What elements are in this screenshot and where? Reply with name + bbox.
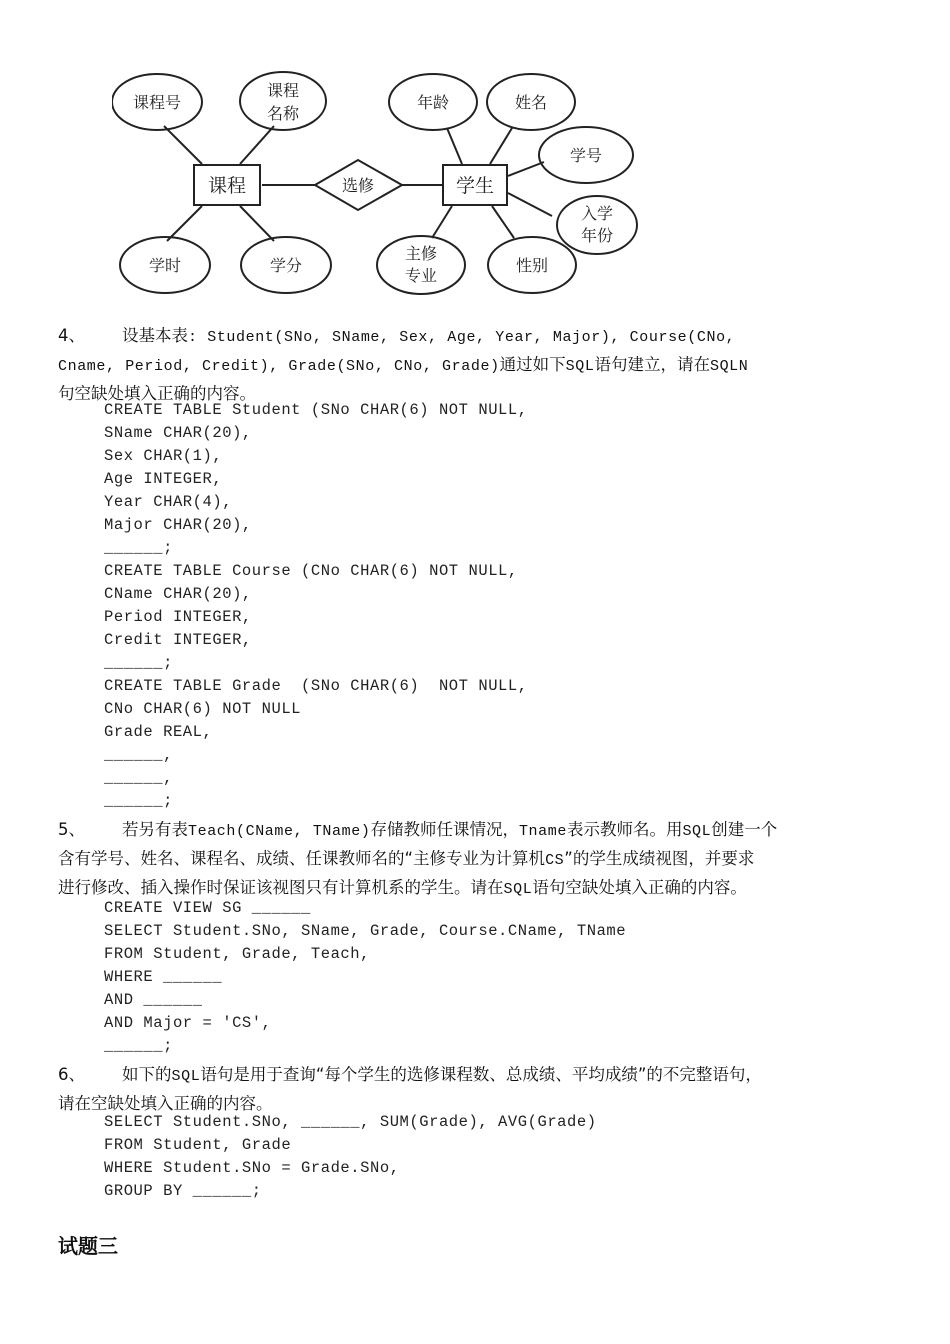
q5-code-2: Tname: [518, 823, 567, 840]
attr-major-1: 主修: [404, 244, 438, 263]
q4-text-3: 语句建立，请在: [594, 355, 710, 374]
q4-line-1: [58, 322, 898, 351]
q4-sql-2: SQLN: [709, 358, 749, 375]
attr-course-name-1: 课程: [266, 81, 300, 100]
q4-code-line: ______;: [104, 539, 173, 557]
course-entity-label: 课程: [207, 175, 247, 197]
q5-code-line: FROM Student, Grade, Teach,: [104, 945, 370, 963]
q6-code-line: SELECT Student.SNo, ______, SUM(Grade), AVG(Grade): [104, 1113, 597, 1131]
q4-code-line: CREATE TABLE Grade (SNo CHAR(6) NOT NULL,: [104, 677, 528, 695]
q5-code-line: CREATE VIEW SG ______: [104, 899, 311, 917]
q4-code-line: ______;: [104, 654, 173, 672]
q4-code-line: CName CHAR(20),: [104, 585, 252, 603]
q4-text-1: 设基本表: [122, 326, 188, 345]
q4-line-2: [58, 351, 898, 380]
q4-code-1: : Student(SNo, SName, Sex, Age, Year, Major), Course(CNo,: [188, 329, 736, 346]
q5-sql-2: SQL: [503, 881, 533, 898]
q4-code-line: Age INTEGER,: [104, 470, 223, 488]
relationship-label: 选修: [341, 176, 375, 195]
q4-code-line: ______,: [104, 769, 173, 787]
question-5: [58, 816, 898, 903]
q6-code-line: WHERE Student.SNo = Grade.SNo,: [104, 1159, 400, 1177]
q4-sql-1: SQL: [565, 358, 595, 375]
q5-code-line: AND Major = 'CS',: [104, 1014, 272, 1032]
q5-line-2: [58, 845, 898, 874]
q5-text-5: 含有学号、姓名、课程名、成绩、任课教师名的“主修专业为计算机: [58, 849, 546, 868]
q6-code-block: [104, 1111, 597, 1203]
q5-code-line: ______;: [104, 1037, 173, 1055]
q4-code-line: CNo CHAR(6) NOT NULL: [104, 700, 302, 718]
q4-code-line: CREATE TABLE Student (SNo CHAR(6) NOT NULL,: [104, 401, 528, 419]
q4-code-line: Grade REAL,: [104, 723, 213, 741]
q6-sql: SQL: [171, 1068, 201, 1085]
question-4: [58, 322, 898, 407]
q6-line-1: [58, 1061, 898, 1090]
q5-cs: CS: [545, 852, 565, 869]
q6-line-2: 请在空缺处填入正确的内容。: [58, 1094, 273, 1113]
attr-student-no: 学号: [569, 146, 603, 165]
attr-credit: 学分: [269, 256, 303, 275]
q5-line-1: [58, 816, 898, 845]
q6-number: 6、: [58, 1065, 85, 1084]
q4-code-line: SName CHAR(20),: [104, 424, 252, 442]
er-diagram: [112, 66, 642, 302]
q5-code-line: AND ______: [104, 991, 203, 1009]
section-heading: 试题三: [58, 1234, 118, 1258]
q5-text-3: 表示教师名。用: [566, 820, 683, 839]
q6-text-2: 语句是用于查询“每个学生的选修课程数、总成绩、平均成绩”的不完整语句，: [200, 1065, 762, 1084]
q4-code-line: CREATE TABLE Course (CNo CHAR(6) NOT NULL,: [104, 562, 518, 580]
q5-code-line: SELECT Student.SNo, SName, Grade, Course.CName, TName: [104, 922, 627, 940]
attr-course-name-2: 名称: [266, 104, 300, 123]
attr-name: 姓名: [514, 93, 548, 112]
q6-code-line: FROM Student, Grade: [104, 1136, 292, 1154]
attr-course-no: 课程号: [132, 93, 182, 112]
q4-number: 4、: [58, 326, 85, 345]
q5-text-2: 存储教师任课情况，: [370, 820, 519, 839]
q4-code-line: ______;: [104, 792, 173, 810]
q5-code-line: WHERE ______: [104, 968, 223, 986]
attr-sex: 性别: [515, 256, 549, 275]
q5-code-block: [104, 897, 626, 1058]
q5-number: 5、: [58, 820, 85, 839]
q5-text-7: 进行修改、插入操作时保证该视图只有计算机系的学生。请在: [58, 878, 504, 897]
q4-code-block: [104, 399, 528, 813]
q4-code-line: Major CHAR(20),: [104, 516, 252, 534]
q4-code-2: Cname, Period, Credit), Grade(SNo, CNo, Grade): [58, 358, 500, 375]
q4-code-line: Period INTEGER,: [104, 608, 252, 626]
student-entity-label: 学生: [455, 175, 495, 197]
q5-text-4: 创建一个: [711, 820, 778, 839]
attr-age: 年龄: [416, 93, 450, 112]
q5-sql-1: SQL: [682, 823, 712, 840]
question-6: [58, 1061, 898, 1117]
q4-text-2: 通过如下: [499, 355, 566, 374]
q4-code-line: Sex CHAR(1),: [104, 447, 223, 465]
q4-code-line: ______,: [104, 746, 173, 764]
q5-text-8: 语句空缺处填入正确的内容。: [532, 878, 747, 897]
q5-code-1: Teach(CName, TName): [188, 823, 371, 840]
attr-enroll-year-1: 入学: [580, 204, 614, 223]
attr-hours: 学时: [148, 256, 182, 275]
q4-code-line: Year CHAR(4),: [104, 493, 233, 511]
q6-text-1: 如下的: [122, 1065, 172, 1084]
q5-text-6: ”的学生成绩视图，并要求: [564, 849, 755, 868]
q5-text-1: 若另有表: [122, 820, 188, 839]
attr-major-2: 专业: [404, 266, 438, 285]
q4-code-line: Credit INTEGER,: [104, 631, 252, 649]
q4-line-3: 句空缺处填入正确的内容。: [58, 384, 256, 403]
attr-enroll-year-2: 年份: [580, 226, 614, 245]
q6-code-line: GROUP BY ______;: [104, 1182, 262, 1200]
